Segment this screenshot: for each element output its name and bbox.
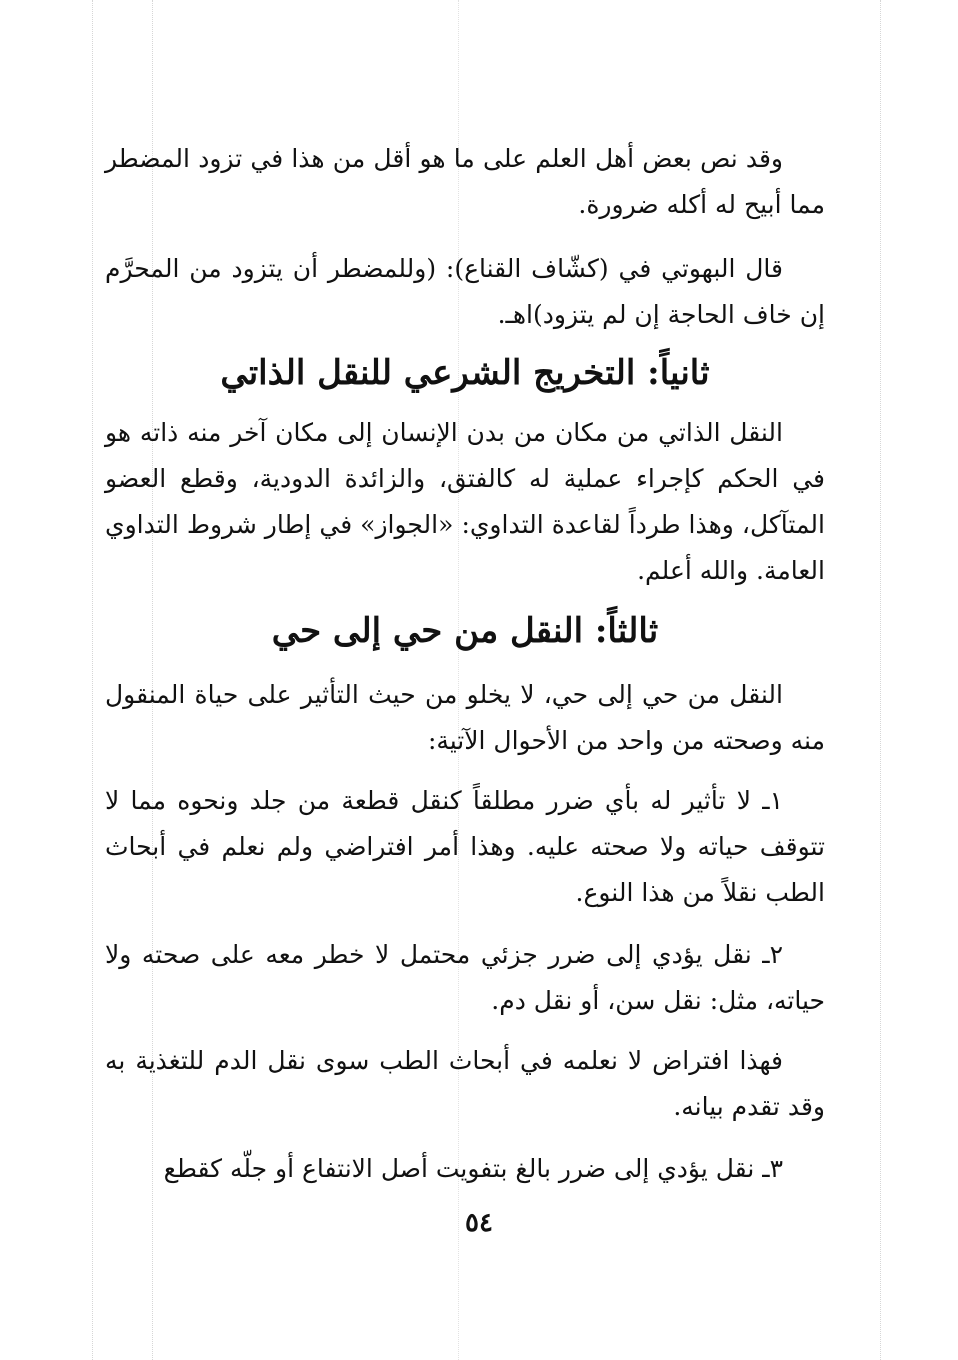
list-item-2 — [105, 932, 825, 1024]
paragraph-7 — [105, 1038, 825, 1130]
paragraph-text: ٢ـ نقل يؤدي إلى ضرر جزئي محتمل لا خطر معه على صحته ولا حياته، مثل: نقل سن، أو نقل دم. — [105, 940, 825, 1015]
paragraph-2 — [105, 246, 825, 338]
section-heading-2: ثانياً: التخريج الشرعي للنقل الذاتي — [220, 353, 710, 393]
scan-guide-line — [92, 0, 93, 1360]
paragraph-text: ١ـ لا تأثير له بأي ضرر مطلقاً كنقل قطعة من جلد ونحوه مما لا تتوقف حياته ولا صحته عليه. وهذا أمر افتراضي ولم نعلم في أبحاث الطب نقلاً من هذا النوع. — [105, 786, 825, 907]
paragraph-text: النقل الذاتي من مكان من بدن الإنسان إلى مكان آخر منه ذاته هو في الحكم كإجراء عملية له كالفتق، والزائدة الدودية، وقطع العضو المتآكل، وهذا طرداً لقاعدة التداوي: «الجواز» في إطار شروط التداوي العامة. والله أعلم. — [105, 418, 825, 585]
page-number: ٥٤ — [465, 1208, 493, 1238]
list-item-3 — [105, 1146, 825, 1192]
scan-guide-line — [880, 0, 881, 1360]
section-heading-3: ثالثاً: النقل من حي إلى حي — [271, 611, 659, 651]
paragraph-text: وقد نص بعض أهل العلم على ما هو أقل من هذا في تزود المضطر مما أبيح له أكله ضرورة. — [105, 144, 825, 219]
paragraph-text: قال البهوتي في (كشّاف القناع): (وللمضطر أن يتزود من المحرَّم إن خاف الحاجة إن لم يتزود)اهـ. — [105, 254, 825, 329]
paragraph-3 — [105, 410, 825, 594]
paragraph-1 — [105, 136, 825, 228]
paragraph-text: فهذا افتراض لا نعلمه في أبحاث الطب سوى نقل الدم للتغذية به وقد تقدم بيانه. — [105, 1046, 825, 1121]
paragraph-text: النقل من حي إلى حي، لا يخلو من حيث التأثير على حياة المنقول منه وصحته من واحد من الأحوال الآتية: — [105, 680, 825, 755]
paragraph-4 — [105, 672, 825, 764]
paragraph-text: ٣ـ نقل يؤدي إلى ضرر بالغ بتفويت أصل الانتفاع أو جلّه كقطع — [163, 1154, 783, 1183]
list-item-1 — [105, 778, 825, 916]
